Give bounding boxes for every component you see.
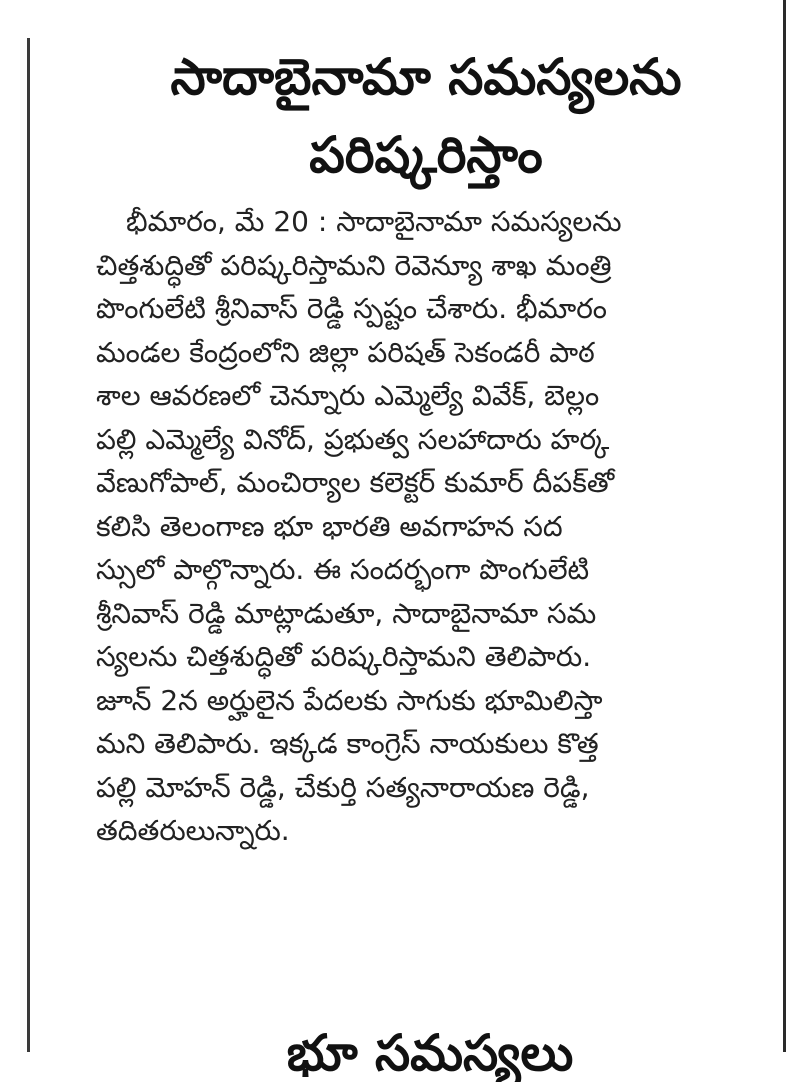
body-line: స్సులో పాల్గొన్నారు. ఈ సందర్భంగా పొంగులేటి — [96, 553, 590, 586]
body-line: పల్లి ఎమ్మెల్యే వినోద్, ప్రభుత్వ సలహాదారు హర్క — [96, 422, 610, 456]
body-line: పొంగులేటి శ్రీనివాస్ రెడ్డి స్పష్టం చేశారు. భీమారం — [96, 292, 608, 325]
next-headline-text: భూ సమస్యలు — [286, 1024, 574, 1082]
body-line: శాల ఆవరణలో చెన్నూరు ఎమ్మెల్యే వివేక్, బెల్లం — [96, 379, 600, 412]
body-line: జూన్ 2న అర్హులైన పేదలకు సాగుకు భూమిలిస్తా — [96, 683, 603, 717]
body-line: మని తెలిపారు. ఇక్కడ కాంగ్రెస్ నాయకులు కొత్త — [96, 727, 599, 760]
headline-line: పరిష్కరిస్తాం — [309, 126, 543, 184]
news-article — [96, 38, 756, 853]
body-line: వేణుగోపాల్, మంచిర్యాల కలెక్టర్ కుమార్ దీపక్‌తో — [96, 466, 615, 499]
column-divider-right — [783, 0, 786, 1052]
body-line: మండల కేంద్రంలోని జిల్లా పరిషత్ సెకండరీ పాఠ — [96, 335, 595, 369]
body-line: కలిసి తెలంగాణ భూ భారతి అవగాహన సద — [96, 509, 563, 543]
headline-line: సాదాబైనామా సమస్యలను — [170, 48, 682, 106]
article-body — [96, 200, 756, 853]
body-line: చిత్తశుద్ధితో పరిష్కరిస్తామని రెవెన్యూ శాఖ మంత్రి — [96, 248, 612, 282]
body-line: పల్లి మోహన్ రెడ్డి, చేకుర్తి సత్యనారాయణ రెడ్డి, — [96, 770, 590, 804]
next-article-headline-cropped — [200, 1020, 660, 1082]
dateline-line: భీమారం, మే 20 : సాదాబైనామా సమస్యలను — [126, 205, 622, 238]
body-line: తదితరులున్నారు. — [96, 814, 290, 847]
body-line: శ్రీనివాస్ రెడ్డి మాట్లాడుతూ, సాదాబైనామా సమ — [96, 596, 597, 630]
column-divider-left — [27, 38, 30, 1052]
article-headline — [96, 38, 756, 194]
body-line: స్యలను చిత్తశుద్ధితో పరిష్కరిస్తామని తెలిపారు. — [96, 640, 592, 673]
